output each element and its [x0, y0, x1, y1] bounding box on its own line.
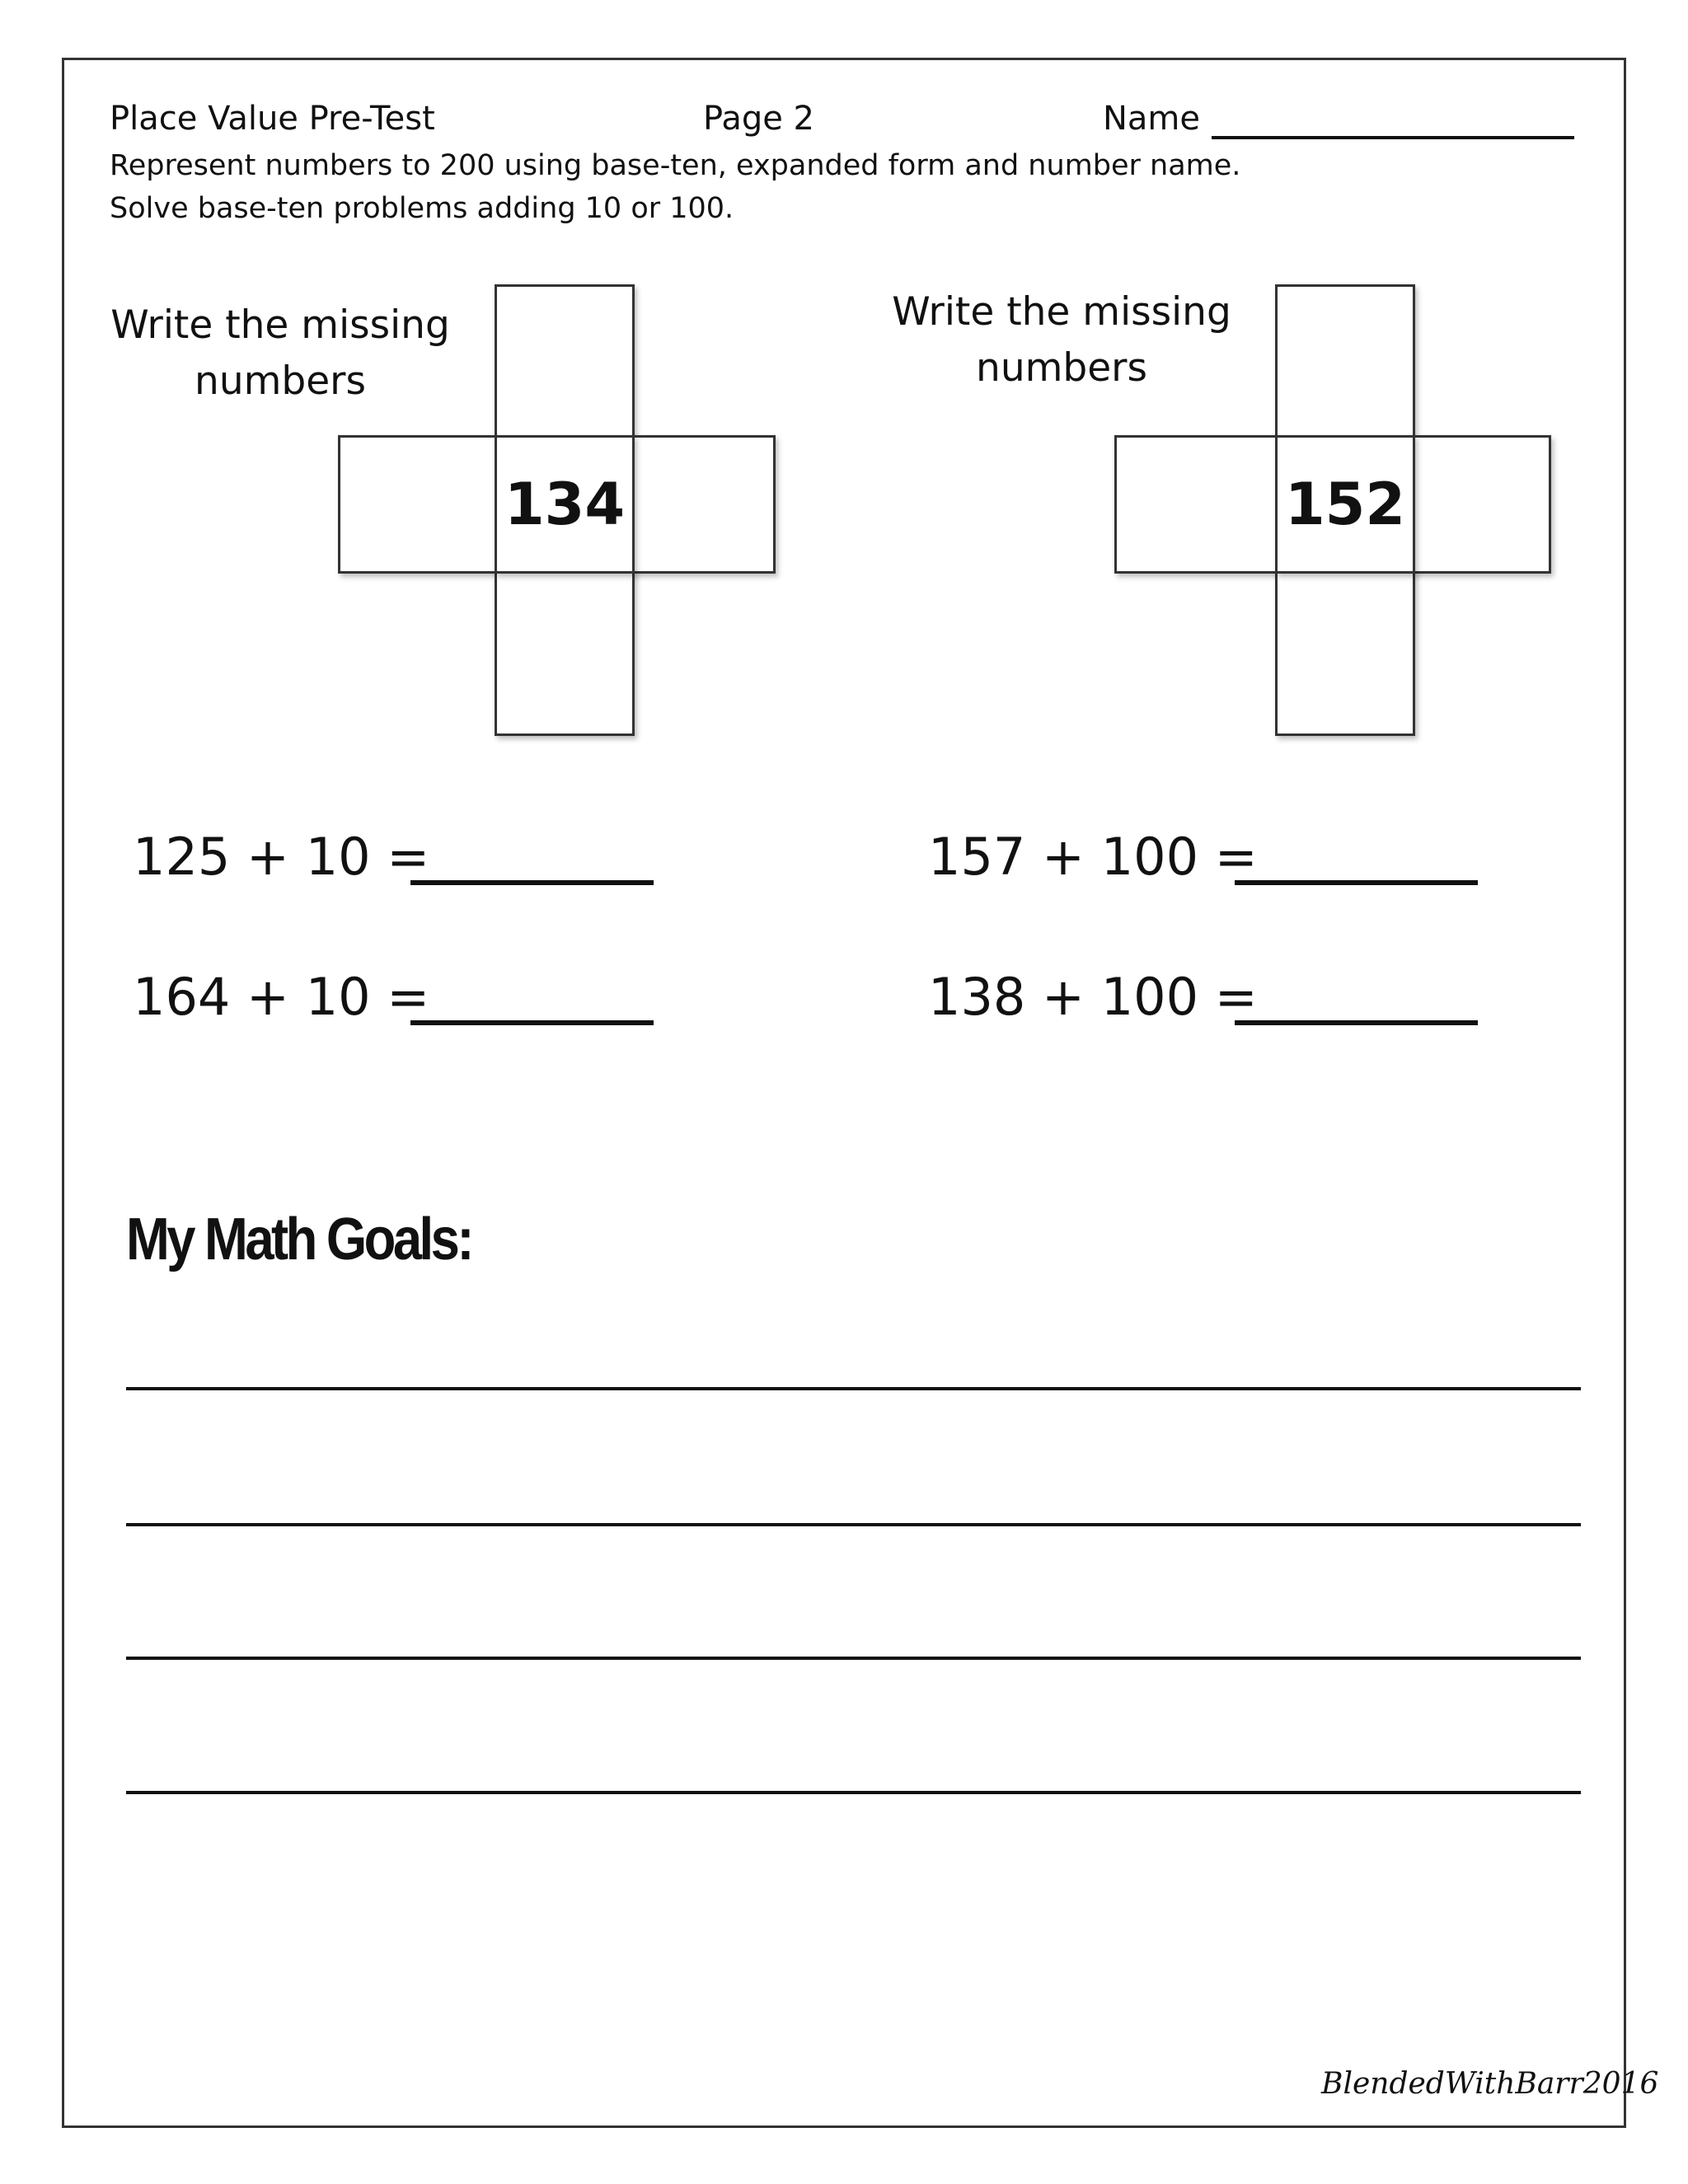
- math-goals-heading: My Math Goals:: [126, 1207, 471, 1272]
- cross-bottom-box-1[interactable]: [495, 571, 635, 736]
- answer-blank-2[interactable]: [410, 1020, 654, 1025]
- objective-2: Solve base-ten problems adding 10 or 100.: [110, 192, 734, 225]
- cross-right-box-2[interactable]: [1413, 435, 1551, 574]
- answer-blank-3[interactable]: [1235, 880, 1478, 885]
- goal-line-1[interactable]: [126, 1387, 1581, 1390]
- answer-blank-4[interactable]: [1235, 1020, 1478, 1025]
- answer-blank-1[interactable]: [410, 880, 654, 885]
- worksheet-title: Place Value Pre-Test: [110, 100, 435, 138]
- cross-top-box-2[interactable]: [1275, 284, 1415, 438]
- equation-2: 164 + 10 =: [133, 967, 430, 1027]
- goal-line-3[interactable]: [126, 1657, 1581, 1660]
- cross-bottom-box-2[interactable]: [1275, 571, 1415, 736]
- equation-3: 157 + 100 =: [928, 827, 1258, 887]
- name-field[interactable]: [1212, 136, 1574, 139]
- goal-line-4[interactable]: [126, 1791, 1581, 1794]
- author-credit: BlendedWithBarr2016: [1321, 2067, 1659, 2101]
- cross-left-box-2[interactable]: [1114, 435, 1278, 574]
- name-label: Name: [1103, 100, 1201, 138]
- page-number: Page 2: [703, 100, 814, 138]
- goal-line-2[interactable]: [126, 1523, 1581, 1526]
- equation-4: 138 + 100 =: [928, 967, 1258, 1027]
- equation-1: 125 + 10 =: [133, 827, 430, 887]
- cross-left-box-1[interactable]: [338, 435, 498, 574]
- cross-right-box-1[interactable]: [632, 435, 776, 574]
- objective-1: Represent numbers to 200 using base-ten, expanded form and number name.: [110, 149, 1241, 182]
- worksheet-page: [62, 58, 1659, 2128]
- missing-numbers-prompt-2: Write the missing numbers: [892, 289, 1231, 391]
- cross-top-box-1[interactable]: [495, 284, 635, 438]
- cross-center-number-2: 152: [1284, 471, 1406, 538]
- missing-numbers-prompt-1: Write the missing numbers: [110, 302, 450, 404]
- cross-center-number-1: 134: [504, 471, 626, 538]
